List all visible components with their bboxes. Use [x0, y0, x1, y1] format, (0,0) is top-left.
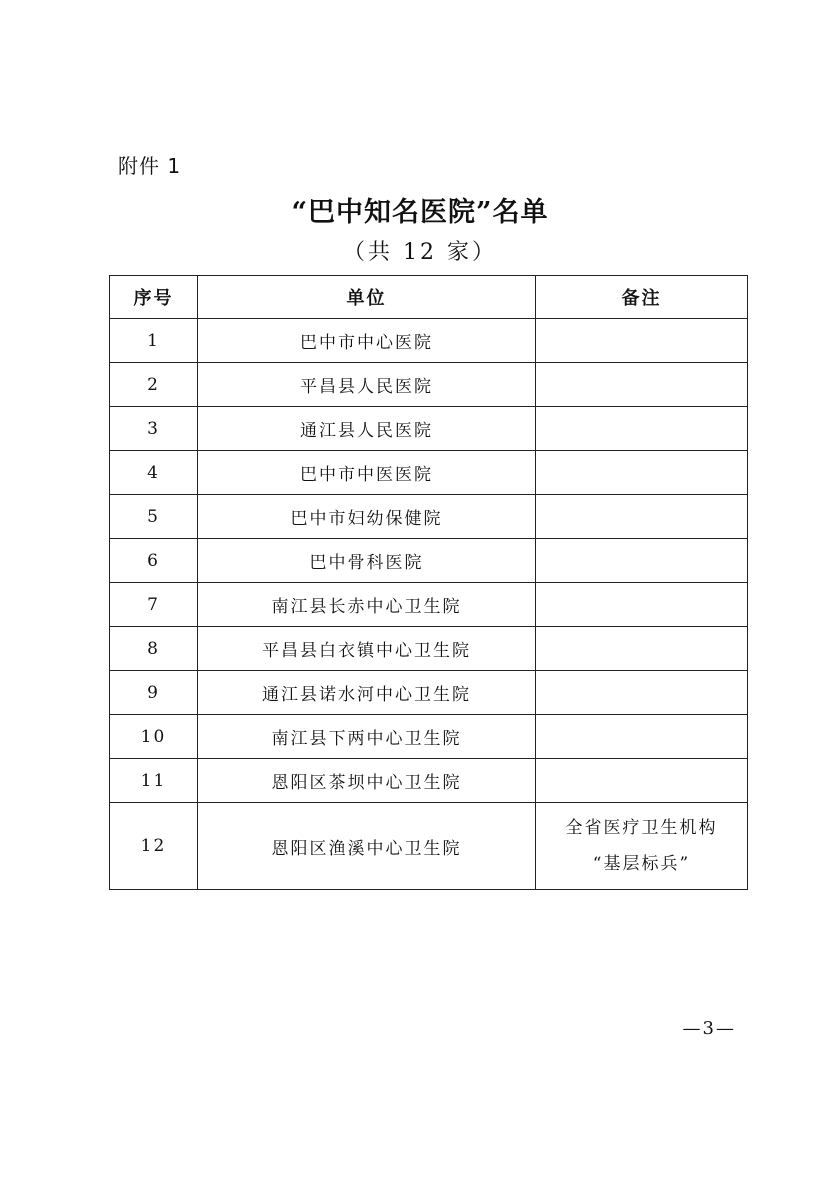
table-row	[110, 407, 748, 451]
table-header-row	[110, 276, 748, 319]
row-unit: 巴中市中医医院	[198, 451, 536, 495]
row-number: 2	[110, 363, 198, 407]
table-row	[110, 803, 748, 890]
row-number: 5	[110, 495, 198, 539]
row-note	[536, 715, 748, 759]
row-number: 10	[110, 715, 198, 759]
row-note	[536, 803, 748, 890]
page-title: “巴中知名医院”名单	[291, 197, 549, 228]
row-unit: 巴中骨科医院	[198, 539, 536, 583]
table-row	[110, 319, 748, 363]
row-number: 4	[110, 451, 198, 495]
row-note	[536, 671, 748, 715]
attachment-label: 附件 1	[118, 154, 182, 178]
header-remarks: 备注	[536, 276, 748, 319]
row-unit: 巴中市中心医院	[198, 319, 536, 363]
row-number: 3	[110, 407, 198, 451]
table-row	[110, 451, 748, 495]
header-serial-number: 序号	[110, 276, 198, 319]
table-row	[110, 583, 748, 627]
row-number: 8	[110, 627, 198, 671]
page-number: —3—	[682, 1018, 736, 1039]
row-unit: 平昌县人民医院	[198, 363, 536, 407]
row-unit: 南江县下两中心卫生院	[198, 715, 536, 759]
row-note	[536, 583, 748, 627]
row-unit: 通江县人民医院	[198, 407, 536, 451]
row-number: 7	[110, 583, 198, 627]
row-unit: 恩阳区渔溪中心卫生院	[198, 803, 536, 890]
row-note	[536, 319, 748, 363]
row-note	[536, 363, 748, 407]
table-row	[110, 495, 748, 539]
row-unit: 平昌县白衣镇中心卫生院	[198, 627, 536, 671]
row-note	[536, 759, 748, 803]
hospital-list-table	[109, 275, 748, 890]
header-unit: 单位	[198, 276, 536, 319]
table-row	[110, 539, 748, 583]
table-row	[110, 363, 748, 407]
table-row	[110, 671, 748, 715]
row-note	[536, 627, 748, 671]
row-number: 11	[110, 759, 198, 803]
row-number: 12	[110, 803, 198, 890]
row-note	[536, 539, 748, 583]
row-unit: 恩阳区茶坝中心卫生院	[198, 759, 536, 803]
page-subtitle: （共 12 家）	[343, 240, 497, 265]
row-number: 9	[110, 671, 198, 715]
table-row	[110, 627, 748, 671]
table-row	[110, 759, 748, 803]
note-line-1: 全省医疗卫生机构	[565, 818, 718, 838]
row-note	[536, 451, 748, 495]
row-number: 6	[110, 539, 198, 583]
row-unit: 通江县诺水河中心卫生院	[198, 671, 536, 715]
table-row	[110, 715, 748, 759]
note-line-2: “基层标兵”	[592, 854, 691, 874]
row-number: 1	[110, 319, 198, 363]
row-note	[536, 495, 748, 539]
row-note	[536, 407, 748, 451]
row-unit: 南江县长赤中心卫生院	[198, 583, 536, 627]
row-unit: 巴中市妇幼保健院	[198, 495, 536, 539]
